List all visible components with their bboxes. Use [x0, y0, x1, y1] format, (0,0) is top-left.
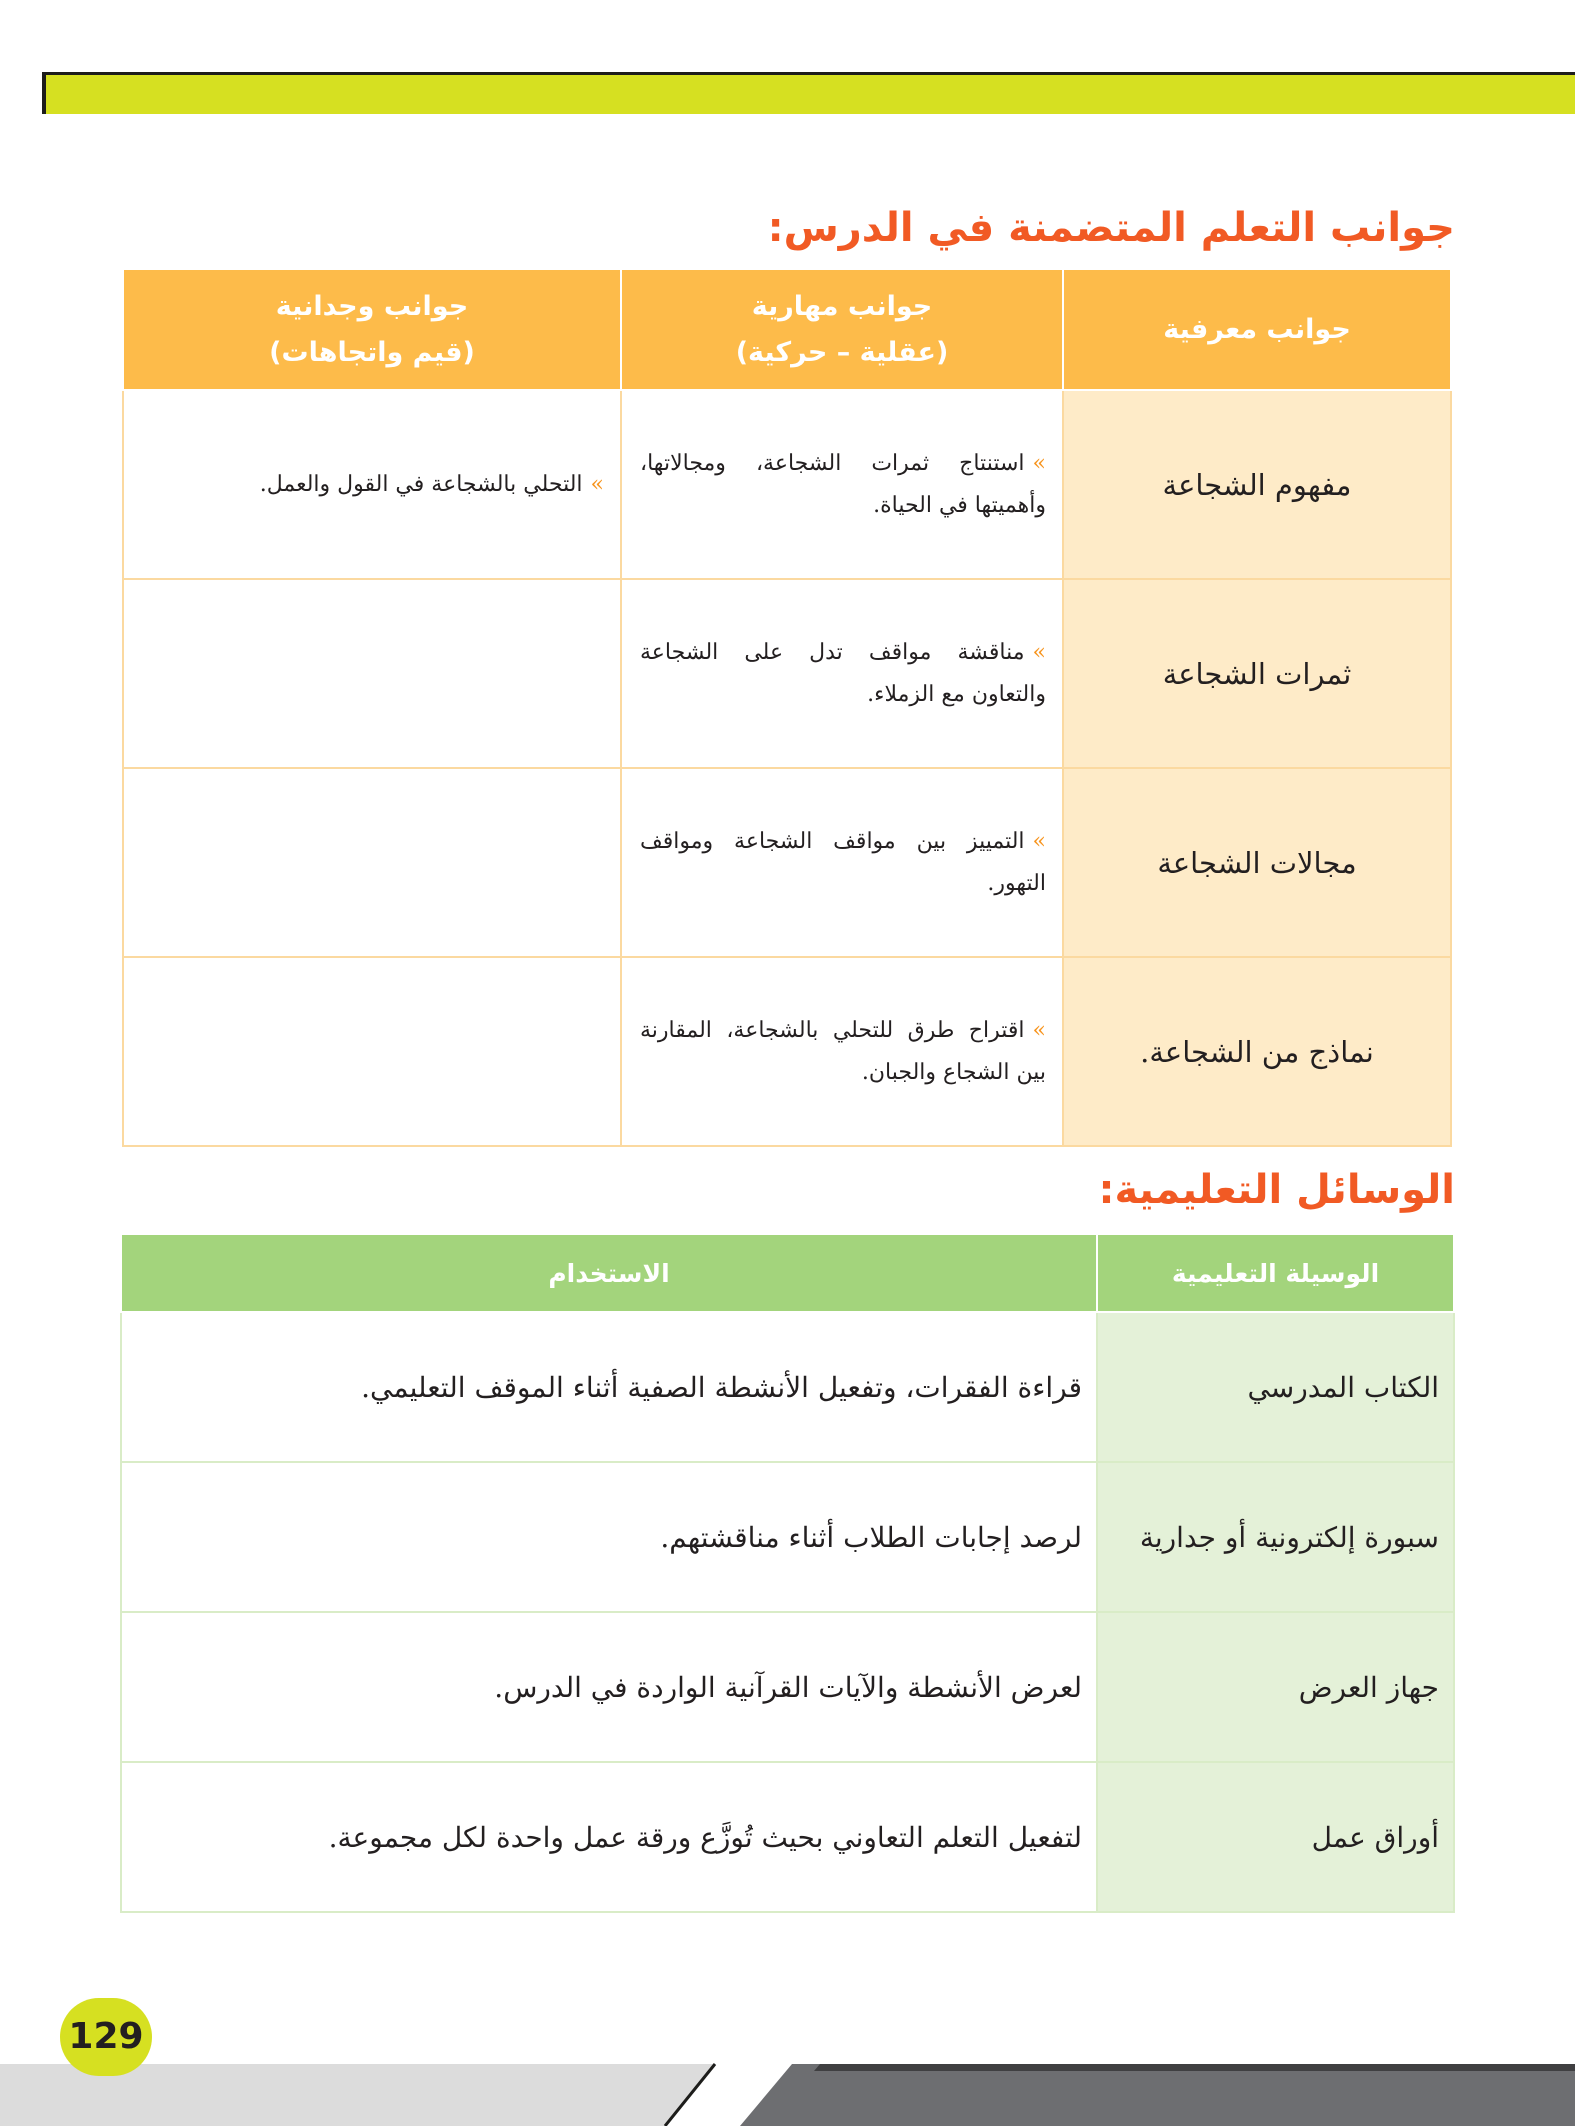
bullet-icon: »	[1032, 639, 1046, 665]
usage-cell: لرصد إجابات الطلاب أثناء مناقشتهم.	[121, 1462, 1097, 1612]
cognitive-cell: نماذج من الشجاعة.	[1063, 957, 1451, 1146]
table-row	[121, 1612, 1454, 1762]
table-header-row	[123, 269, 1451, 390]
tool-cell: الكتاب المدرسي	[1097, 1312, 1454, 1462]
header-usage: الاستخدام	[121, 1234, 1097, 1312]
tool-cell: أوراق عمل	[1097, 1762, 1454, 1912]
table-row	[123, 390, 1451, 579]
header-skills-line2: (عقلية – حركية)	[735, 336, 949, 368]
table-row	[121, 1762, 1454, 1912]
bullet-icon: »	[1032, 1017, 1046, 1043]
skill-text: اقتراح طرق للتحلي بالشجاعة، المقارنة بين الشجاع والجبان.	[640, 1017, 1046, 1085]
page-number: 129	[60, 1998, 152, 2076]
usage-cell: لعرض الأنشطة والآيات القرآنية الواردة في الدرس.	[121, 1612, 1097, 1762]
affective-cell	[123, 579, 621, 768]
learning-aspects-title: جوانب التعلم المتضمنة في الدرس:	[767, 205, 1455, 251]
teaching-tools-table	[120, 1233, 1455, 1913]
affective-cell	[123, 957, 621, 1146]
header-skills	[621, 269, 1063, 390]
bullet-icon: »	[590, 471, 604, 497]
skill-text: استنتاج ثمرات الشجاعة، ومجالاتها، وأهميتها في الحياة.	[640, 450, 1046, 518]
skill-text: مناقشة مواقف تدل على الشجاعة والتعاون مع الزملاء.	[640, 639, 1046, 707]
table-row	[121, 1312, 1454, 1462]
bullet-icon: »	[1032, 828, 1046, 854]
bullet-icon: »	[1032, 450, 1046, 476]
skill-cell	[621, 957, 1063, 1146]
table-header-row	[121, 1234, 1454, 1312]
affective-cell	[123, 768, 621, 957]
header-tool: الوسيلة التعليمية	[1097, 1234, 1454, 1312]
header-affective-line2: (قيم واتجاهات)	[269, 336, 475, 368]
top-decorative-bar	[42, 72, 1575, 114]
skill-cell	[621, 390, 1063, 579]
usage-cell: لتفعيل التعلم التعاوني بحيث تُوزَّع ورقة عمل واحدة لكل مجموعة.	[121, 1762, 1097, 1912]
cognitive-cell: ثمرات الشجاعة	[1063, 579, 1451, 768]
affective-cell	[123, 390, 621, 579]
cognitive-cell: مجالات الشجاعة	[1063, 768, 1451, 957]
skill-text: التمييز بين مواقف الشجاعة ومواقف التهور.	[640, 828, 1046, 896]
header-cognitive: جوانب معرفية	[1063, 269, 1451, 390]
header-affective-line1: جوانب وجدانية	[275, 290, 469, 322]
skill-cell	[621, 768, 1063, 957]
footer-decoration	[0, 2050, 1575, 2126]
header-affective	[123, 269, 621, 390]
tool-cell: سبورة إلكترونية أو جدارية	[1097, 1462, 1454, 1612]
table-row	[123, 768, 1451, 957]
affective-text: التحلي بالشجاعة في القول والعمل.	[259, 471, 583, 497]
header-skills-line1: جوانب مهارية	[751, 290, 933, 322]
usage-cell: قراءة الفقرات، وتفعيل الأنشطة الصفية أثناء الموقف التعليمي.	[121, 1312, 1097, 1462]
tool-cell: جهاز العرض	[1097, 1612, 1454, 1762]
learning-aspects-table	[122, 268, 1452, 1147]
teaching-tools-title: الوسائل التعليمية:	[1098, 1167, 1455, 1213]
cognitive-cell: مفهوم الشجاعة	[1063, 390, 1451, 579]
table-row	[121, 1462, 1454, 1612]
skill-cell	[621, 579, 1063, 768]
table-row	[123, 957, 1451, 1146]
table-row	[123, 579, 1451, 768]
